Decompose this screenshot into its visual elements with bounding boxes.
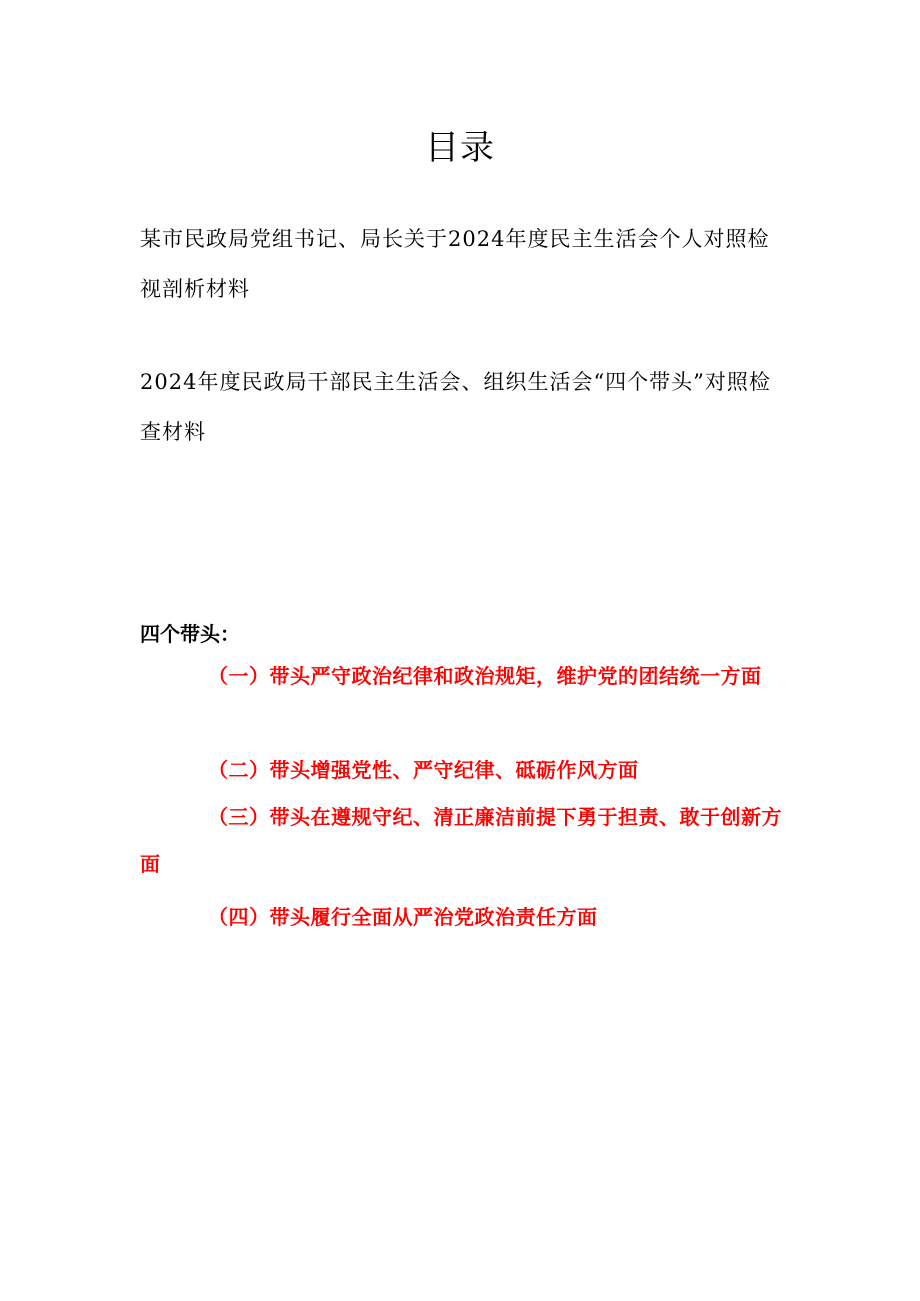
toc-entry-1: 某市民政局党组书记、局长关于2024年度民主生活会个人对照检视剖析材料 <box>140 227 770 301</box>
page-title: 目录 <box>425 128 495 168</box>
list-item-3: （三）带头在遵规守纪、清正廉洁前提下勇于担责、敢于创新方面 <box>140 805 782 876</box>
toc-entry-2: 2024年度民政局干部民主生活会、组织生活会“四个带头”对照检查材料 <box>140 370 771 444</box>
list-item-1: （一）带头严守政治纪律和政治规矩，维护党的团结统一方面 <box>208 664 762 688</box>
list-item-4: （四）带头履行全面从严治党政治责任方面 <box>208 905 598 929</box>
section-heading: 四个带头： <box>140 622 240 646</box>
list-item-2: （二）带头增强党性、严守纪律、砥砺作风方面 <box>208 758 639 782</box>
